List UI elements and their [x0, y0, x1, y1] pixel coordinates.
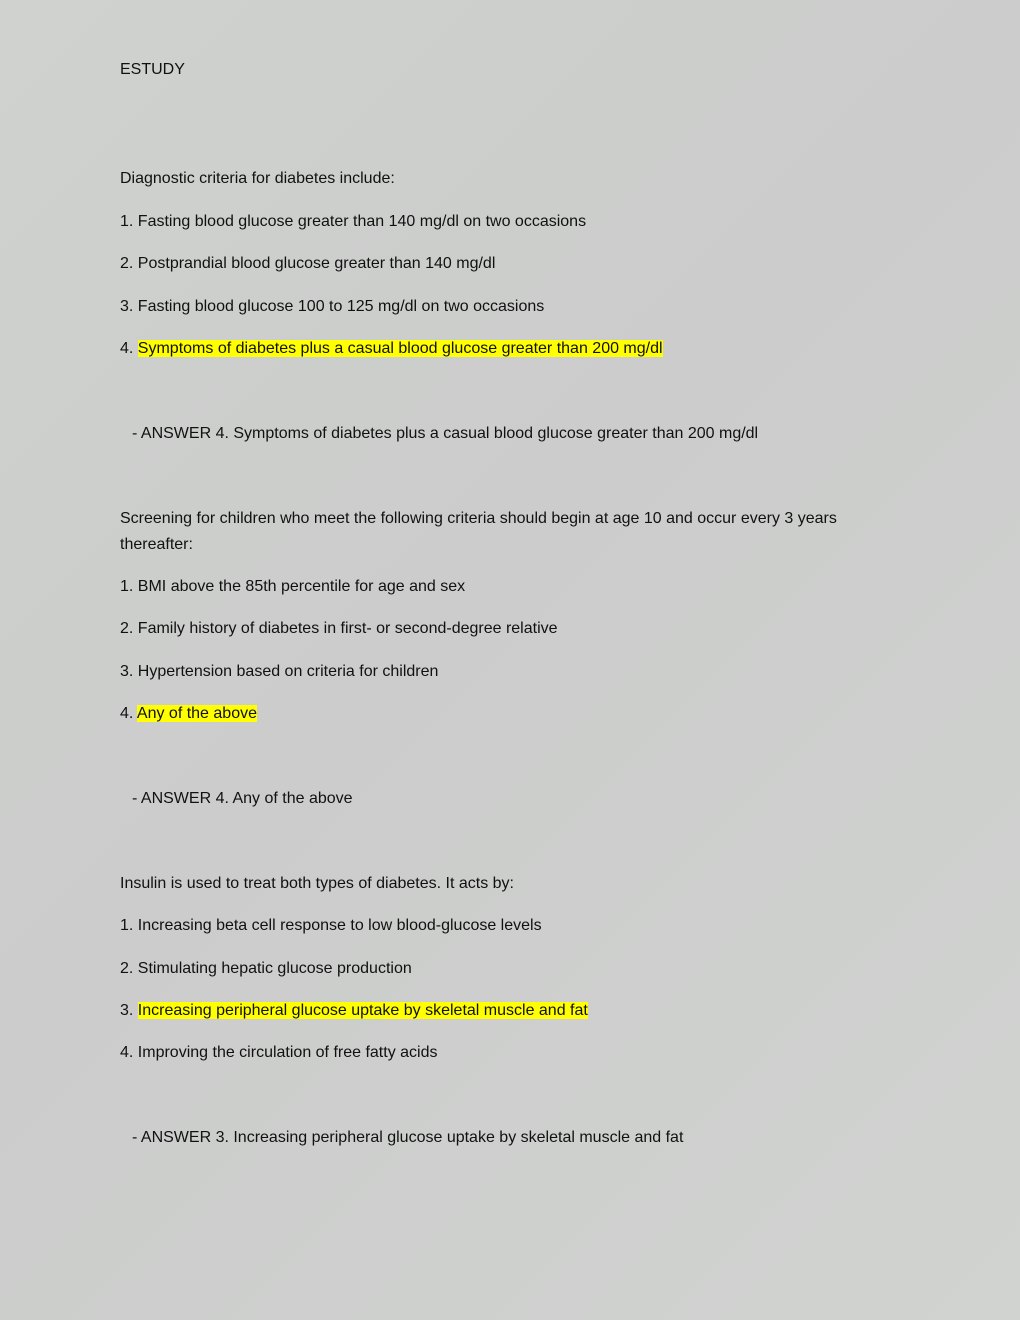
option-number: 3. [120, 663, 134, 680]
question-3-answer: - ANSWER 3. Increasing peripheral glucose uptake by skeletal muscle and fat [132, 1129, 684, 1146]
option-text: Family history of diabetes in first- or second-degree relative [137, 620, 558, 637]
option-number: 1. [120, 917, 134, 934]
question-2-option-1 [120, 574, 465, 600]
question-3-stem: Insulin is used to treat both types of diabetes. It acts by: [120, 875, 514, 892]
option-text: Increasing beta cell response to low blood-glucose levels [137, 917, 542, 934]
question-3-option-2 [120, 956, 412, 982]
question-2-stem: Screening for children who meet the following criteria should begin at age 10 and occur every 3 years thereafter: [120, 510, 837, 553]
option-text: Stimulating hepatic glucose production [137, 960, 412, 977]
option-number: 2. [120, 255, 134, 272]
question-1-option-4 [120, 336, 663, 362]
option-text: BMI above the 85th percentile for age and sex [137, 578, 466, 595]
question-2-option-2 [120, 616, 558, 642]
highlighted-option-text: Symptoms of diabetes plus a casual blood glucose greater than 200 mg/dl [137, 340, 663, 357]
highlighted-option-text: Any of the above [136, 705, 257, 722]
option-text: Hypertension based on criteria for children [137, 663, 439, 680]
question-2-option-3 [120, 659, 438, 685]
option-number: 2. [120, 620, 134, 637]
option-number: 3. [120, 298, 134, 315]
question-3-option-4 [120, 1040, 438, 1066]
option-number: 2. [120, 960, 134, 977]
question-2-option-4 [120, 701, 257, 727]
option-text: Fasting blood glucose 100 to 125 mg/dl on two occasions [137, 298, 545, 315]
question-1-option-2 [120, 251, 495, 277]
highlighted-option-text: Increasing peripheral glucose uptake by skeletal muscle and fat [137, 1002, 588, 1019]
question-1-option-1 [120, 209, 586, 235]
question-1-option-3 [120, 294, 544, 320]
option-text: Postprandial blood glucose greater than 140 mg/dl [137, 255, 496, 272]
option-text: Fasting blood glucose greater than 140 mg/dl on two occasions [137, 213, 587, 230]
question-1-stem: Diagnostic criteria for diabetes include: [120, 170, 395, 187]
question-2-answer: - ANSWER 4. Any of the above [132, 790, 353, 807]
option-number: 4. [120, 340, 134, 357]
option-number: 1. [120, 578, 134, 595]
question-3-option-3 [120, 998, 588, 1024]
option-number: 3. [120, 1002, 134, 1019]
option-number: 4. [120, 705, 134, 722]
document-header: ESTUDY [120, 61, 185, 78]
question-3-option-1 [120, 913, 542, 939]
option-number: 4. [120, 1044, 134, 1061]
option-number: 1. [120, 213, 134, 230]
question-1-answer: - ANSWER 4. Symptoms of diabetes plus a casual blood glucose greater than 200 mg/dl [132, 425, 759, 442]
option-text: Improving the circulation of free fatty acids [137, 1044, 438, 1061]
